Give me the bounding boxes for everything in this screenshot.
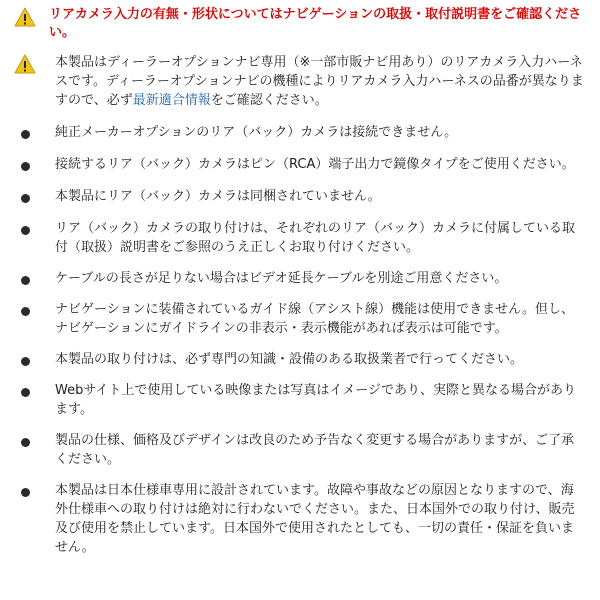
bullet-icon [21,226,30,235]
list-item: 本製品の取り付けは、必ず専門の知識・設備のある取扱業者で行ってください。 [12,350,588,369]
compatibility-info-link[interactable]: 最新適合情報 [132,93,211,108]
warning-notice [12,53,588,110]
list-item: ケーブルの長さが足りない場合はビデオ延長ケーブルを別途ご用意ください。 [12,269,588,288]
bullet-icon [21,276,30,285]
bullet-icon [21,162,30,171]
bullet-icon [21,357,30,366]
bullet-icon [21,194,30,203]
list-item: 製品の仕様、価格及びデザインは改良のため予告なく変更する場合がありますが、ご了承ください。 [12,431,588,469]
bullet-icon [21,488,30,497]
list-item: 本製品は日本仕様車専用に設計されています。故障や事故などの原因となりますので、海外仕様車への取り付けは絶対に行わないでください。また、日本国外での取り付け、販売及び使用を禁止しています。日本国外で使用されたとしても、一切の責任・保証を負いません。 [12,481,588,557]
bullet-icon [21,307,30,316]
warning-text: リアカメラ入力の有無・形状についてはナビゲーションの取扱・取付説明書をご確認ください。 [49,7,582,40]
bullet-icon [21,388,30,397]
warning-notice [12,6,588,42]
list-item: 接続するリア（バック）カメラはピン（RCA）端子出力で鏡像タイプをご使用ください。 [12,155,588,174]
warning-triangle-icon [14,54,36,74]
bullet-icon [21,130,30,139]
list-item: Webサイト上で使用している映像または写真はイメージであり、実際と異なる場合があります。 [12,381,588,419]
notice-text: 本製品はディーラーオプションナビ専用（※一部市販ナビ用あり）のリアカメラ入力ハーネスです。ディーラーオプションナビの機種によりリアカメラ入力ハーネスの品番が異なりますので、必ず最新適合情報をご確認ください。 [55,55,584,108]
list-item: リア（バック）カメラの取り付けは、それぞれのリア（バック）カメラに付属している取付（取扱）説明書をご参照のうえ正しくお取り付けください。 [12,219,588,257]
bullet-icon [21,438,30,447]
list-item: 本製品にリア（バック）カメラは同梱されていません。 [12,187,588,206]
list-item: 純正メーカーオプションのリア（バック）カメラは接続できません。 [12,123,588,142]
warning-triangle-icon [14,7,36,27]
list-item: ナビゲーションに装備されているガイド線（アシスト線）機能は使用できません。但し、ナビゲーションにガイドラインの非表示・表示機能があれば表示は可能です。 [12,300,588,338]
